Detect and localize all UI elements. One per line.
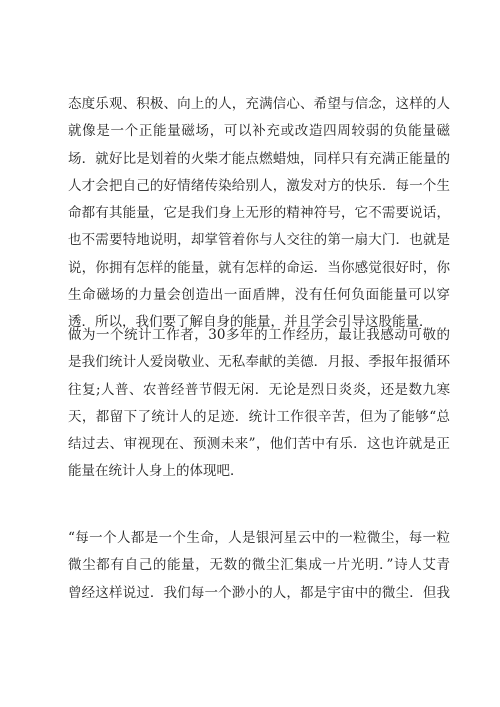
- text-line: 透．所以，我们要了解自身的能量，并且学会引导这股能量．: [68, 314, 433, 331]
- text-line: 往复;人普、农普经普节假无闲．无论是烈日炎炎，还是数九寒: [68, 381, 450, 398]
- text-line: 微尘都有自己的能量，无数的微尘汇集成一片光明．”诗人艾青: [68, 557, 450, 574]
- text-line: 就像是一个正能量磁场，可以补充或改造四周较弱的负能量磁: [68, 123, 450, 140]
- paragraph-ai-qing-quote: [68, 525, 450, 607]
- text-line: 命都有其能量，它是我们身上无形的精神符号，它不需要说话，: [68, 205, 450, 222]
- text-line: 结过去、审视现在、预测未来”，他们苦中有乐．这也许就是正: [68, 436, 450, 453]
- text-line: 生命磁场的力量会创造出一面盾牌，没有任何负面能量可以穿: [68, 287, 450, 304]
- text-line: 说，你拥有怎样的能量，就有怎样的命运．当你感觉很好时，你: [68, 259, 450, 276]
- text-line: 场．就好比是划着的火柴才能点燃蜡烛，同样只有充满正能量的: [68, 150, 450, 167]
- paragraph-statistics-worker: [68, 322, 450, 486]
- text-line: 能量在统计人身上的体现吧．: [68, 463, 244, 480]
- text-line: 天，都留下了统计人的足迹．统计工作很辛苦，但为了能够“总: [68, 408, 450, 425]
- text-line: 也不需要特地说明，却掌管着你与人交往的第一扇大门．也就是: [68, 232, 450, 249]
- text-line: 曾经这样说过．我们每一个渺小的人，都是宇宙中的微尘．但我: [68, 584, 450, 601]
- paragraph-positive-energy: [68, 91, 450, 337]
- text-line: 态度乐观、积极、向上的人，充满信心、希望与信念，这样的人: [68, 96, 450, 112]
- text-line: 做为一个统计工作者，30多年的工作经历，最让我感动可敬的: [68, 327, 450, 343]
- text-line: “每一个人都是一个生命，人是银河星云中的一粒微尘，每一粒: [68, 530, 450, 546]
- text-line: 是我们统计人爱岗敬业、无私奉献的美德．月报、季报年报循环: [68, 354, 450, 371]
- text-line: 人才会把自己的好情绪传染给别人，激发对方的快乐．每一个生: [68, 177, 450, 194]
